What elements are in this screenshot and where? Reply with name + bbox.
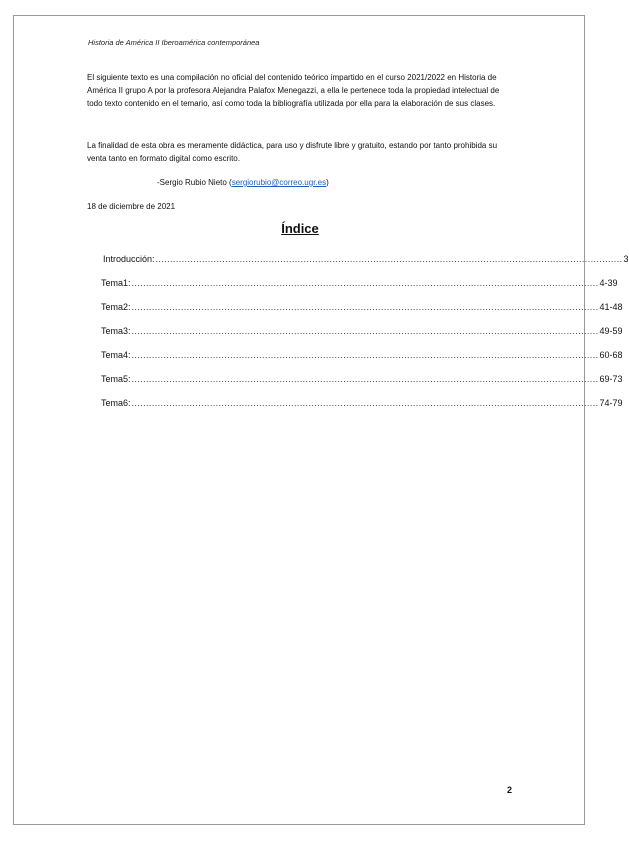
toc-entry-page: 3	[623, 254, 629, 264]
toc-title: Índice	[281, 221, 319, 236]
running-header: Historia de América II Iberoamérica contemporánea	[88, 38, 260, 47]
page-number: 2	[507, 785, 513, 795]
toc-entry-label: Tema2:	[101, 302, 131, 312]
toc-entry-page: 4-39	[599, 278, 618, 288]
toc-dot-leader: .................................................................................................................................................................	[131, 278, 599, 288]
toc-entry-tema2[interactable]	[101, 302, 623, 312]
toc-entry-page: 69-73	[599, 374, 623, 384]
toc-entry-label: Tema3:	[101, 326, 131, 336]
disclaimer-paragraph: El siguiente texto es una compilación no oficial del contenido teórico impartido en el curso 2021/2022 en Historia de América II grupo A por la profesora Alejandra Palafox Menegazzi, a ella le pertenece toda la propiedad intelectual de todo texto contenido en el temario, así como toda la bibliografía utilizada por ella para la elaboración de sus clases.	[87, 73, 500, 108]
toc-entry-tema6[interactable]	[101, 398, 623, 408]
toc-entry-label: Tema4:	[101, 350, 131, 360]
toc-entry-page: 60-68	[599, 350, 623, 360]
toc-entry-label: Tema5:	[101, 374, 131, 384]
author-email-link[interactable]: sergiorubio@correo.ugr.es	[231, 178, 327, 187]
toc-entry-introduccion[interactable]	[103, 254, 629, 264]
toc-entry-page: 49-59	[599, 326, 623, 336]
toc-dot-leader: .................................................................................................................................................................	[131, 398, 599, 408]
document-date: 18 de diciembre de 2021	[87, 202, 176, 211]
toc-dot-leader: .................................................................................................................................................................	[131, 350, 599, 360]
toc-entry-page: 41-48	[599, 302, 623, 312]
document-page	[13, 15, 629, 825]
signature-name: -Sergio Rubio Nieto (	[157, 178, 232, 187]
toc-entry-tema4[interactable]	[101, 350, 623, 360]
toc-entry-tema3[interactable]	[101, 326, 623, 336]
toc-dot-leader: .................................................................................................................................................................	[131, 326, 599, 336]
toc-entry-page: 74-79	[599, 398, 623, 408]
toc-entry-tema1[interactable]	[101, 278, 618, 288]
author-signature	[157, 178, 329, 187]
toc-dot-leader: .................................................................................................................................................................	[131, 374, 599, 384]
toc-dot-leader: .................................................................................................................................................................	[131, 302, 599, 312]
signature-close: )	[326, 178, 329, 187]
toc-entry-label: Tema1:	[101, 278, 131, 288]
toc-entry-label: Introducción:	[103, 254, 155, 264]
toc-entry-label: Tema6:	[101, 398, 131, 408]
purpose-paragraph: La finalidad de esta obra es meramente didáctica, para uso y disfrute libre y gratuito, estando por tanto prohibida su venta tanto en formato digital como escrito.	[87, 141, 498, 163]
toc-dot-leader: .................................................................................................................................................................	[155, 254, 623, 264]
toc-entry-tema5[interactable]	[101, 374, 623, 384]
